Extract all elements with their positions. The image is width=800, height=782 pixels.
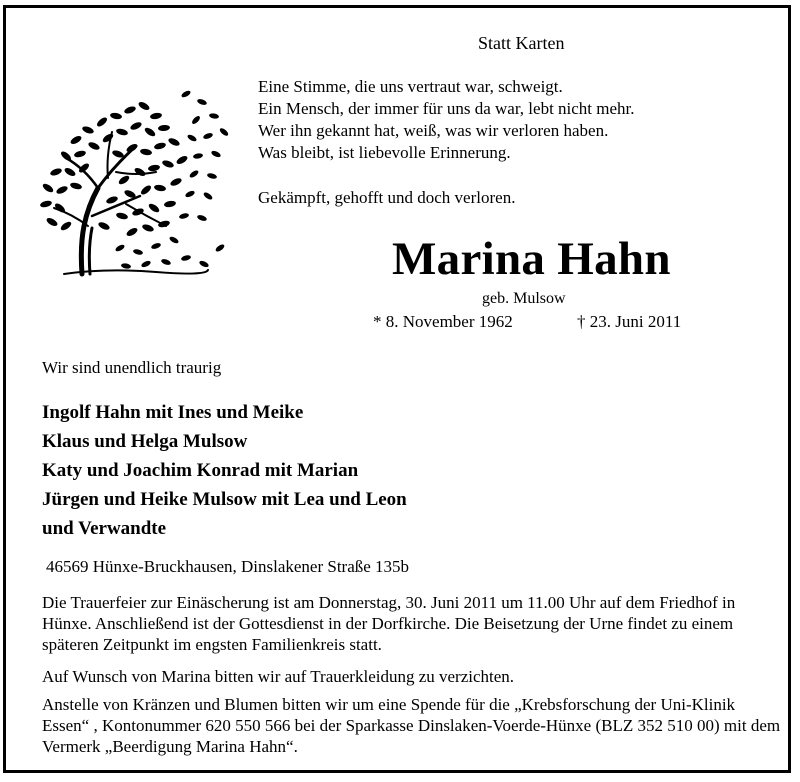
grief-line: Wir sind unendlich traurig — [42, 358, 222, 377]
mourner: Ingolf Hahn mit Ines und Meike — [42, 402, 304, 423]
poem-line: Eine Stimme, die uns vertraut war, schweigt. — [258, 77, 563, 96]
birth-date: * 8. November 1962 — [373, 312, 513, 331]
poem-line: Wer ihn gekannt hat, weiß, was wir verloren haben. — [258, 121, 609, 140]
maiden-name: geb. Mulsow — [482, 290, 566, 307]
donation-paragraph: Anstelle von Kränzen und Blumen bitten wir um eine Spende für die „Krebsforschung der Uni-Klinik Essen“ , Kontonummer 620 550 566 bei der Sparkasse Dinslaken-Voerde-Hünxe (BLZ 352 510 00) mit dem Vermerk „Beerdigung Marina Hahn“. — [42, 695, 781, 756]
mourner: und Verwandte — [42, 518, 167, 539]
windblown-tree-icon — [36, 76, 236, 280]
header-statt-karten: Statt Karten — [478, 33, 565, 53]
mourners-list — [42, 398, 407, 543]
mourner: Jürgen und Heike Mulsow mit Lea und Leon — [42, 489, 407, 510]
mourner: Klaus und Helga Mulsow — [42, 431, 248, 452]
death-date: † 23. Juni 2011 — [577, 312, 682, 331]
poem-line: Was bleibt, ist liebevolle Erinnerung. — [258, 143, 511, 162]
motto: Gekämpft, gehofft und doch verloren. — [258, 188, 516, 207]
poem — [258, 76, 635, 164]
funeral-info-paragraph: Die Trauerfeier zur Einäscherung ist am Donnerstag, 30. Juni 2011 um 11.00 Uhr auf dem Friedhof in Hünxe. Anschließend ist der Gottesdienst in der Dorfkirche. Die Beisetzung der Urne findet zu einem späteren Zeitpunkt im engsten Familienkreis statt. — [42, 593, 736, 654]
poem-line: Ein Mensch, der immer für uns da war, lebt nicht mehr. — [258, 99, 635, 118]
address: 46569 Hünxe-Bruckhausen, Dinslakener Straße 135b — [46, 557, 410, 576]
mourner: Katy und Joachim Konrad mit Marian — [42, 460, 359, 481]
deceased-name: Marina Hahn — [392, 233, 671, 285]
dress-code-paragraph: Auf Wunsch von Marina bitten wir auf Trauerkleidung zu verzichten. — [42, 667, 515, 686]
